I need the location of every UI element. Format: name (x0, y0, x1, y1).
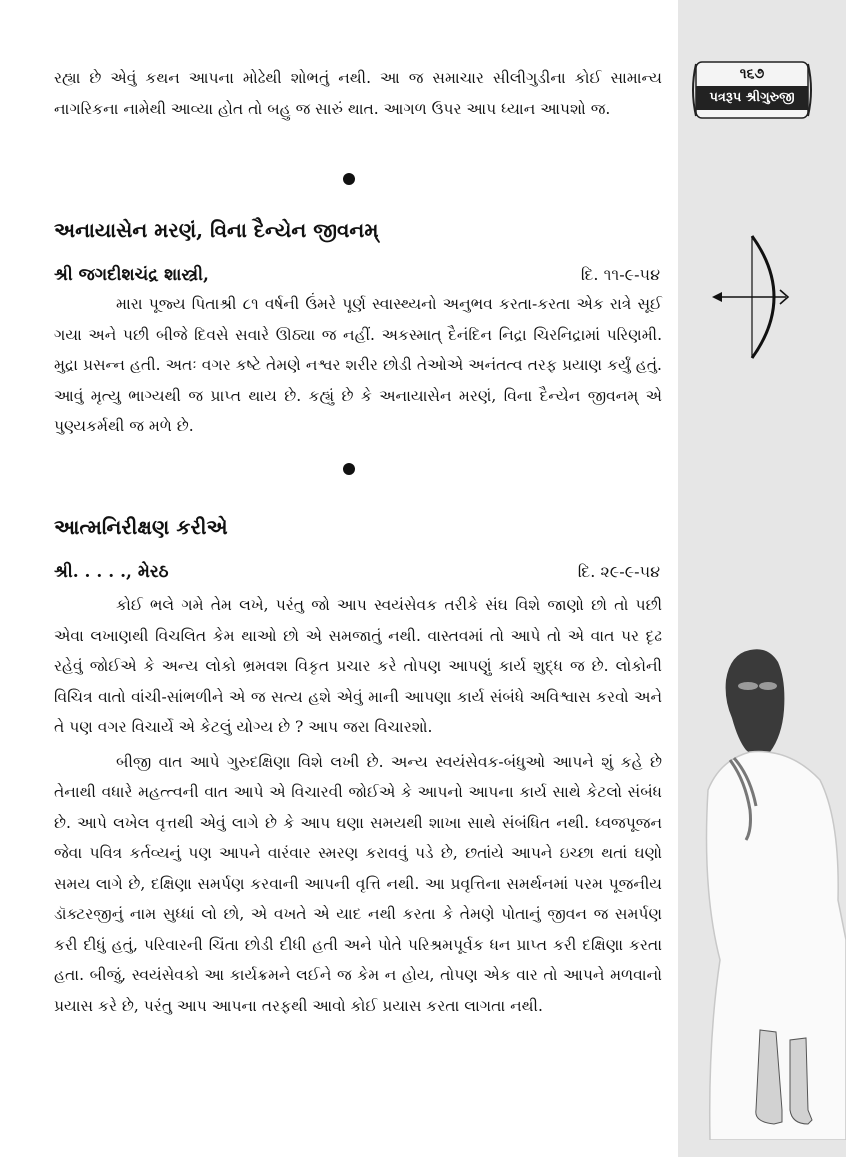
letter1-sender: શ્રી જગદીશચંદ્ર શાસ્ત્રી, (54, 265, 209, 285)
section-separator (343, 173, 355, 185)
letter1-body: મારા પૂજ્ય પિતાશ્રી ૮૧ વર્ષની ઉંમરે પૂર્ણ સ્વાસ્થ્યનો અનુભવ કરતા-કરતા એક રાત્રે સૂઈ ગયા અને પછી બીજે દિવસે સવારે ઊઠ્યા જ નહીં. અકસ્માત્ દૈનંદિન નિદ્રા ચિરનિદ્રામાં પરિણમી. મુદ્રા પ્રસન્ન હતી. અતઃ વગર કષ્ટે તેમણે નશ્વર શરીર છોડી તેઓએ અનંતત્વ તરફ પ્રયાણ કર્યું હતું. આવું મૃત્યુ ભાગ્યથી જ પ્રાપ્ત થાય છે. કહ્યું છે કે અનાયાસેન મરણં, વિના દૈન્યેન જીવનમ્ એ પુણ્યકર્મથી જ મળે છે. (54, 295, 662, 435)
letter2-heading: આત્મનિરીક્ષણ કરીએ (54, 515, 228, 539)
bow-and-arrow-decoration (712, 232, 792, 362)
letter2-sender: શ્રી. . . . ., મેરઠ (54, 562, 169, 582)
bow-and-arrow-icon (712, 232, 792, 362)
letter1-date: દિ. ૧૧-૯-૫૪ (580, 265, 660, 284)
page-number: ૧૬૭ (739, 66, 765, 82)
guruji-portrait-illustration (690, 640, 846, 1140)
letter2-body-block (54, 590, 662, 1021)
letter1-heading: અનાયાસેન મરણં, વિના દૈન્યેન જીવનમ્ (54, 218, 379, 242)
page-badge (690, 60, 814, 122)
letter2-paragraph-1: કોઈ ભલે ગમે તેમ લખે, પરંતુ જો આપ સ્વયંસેવક તરીકે સંઘ વિશે જાણો છો તો પછી એવા લખાણથી વિચલિત કેમ થાઓ છો એ સમજાતું નથી. વાસ્તવમાં તો આપે તો એ વાત પર દૃઢ રહેવું જોઈએ કે અન્ય લોકો ભ્રમવશ વિકૃત પ્રચાર કરે તોપણ આપણું કાર્ય શુદ્ધ જ છે. લોકોની વિચિત્ર વાતો વાંચી-સાંભળીને એ જ સત્ય હશે એવું માની આપણા કાર્ય સંબંધે અવિશ્વાસ કરવો અને તે પણ વગર વિચાર્યે એ કેટલું યોગ્ય છે ? આપ જરા વિચારશો. (54, 596, 662, 736)
section-separator (343, 463, 355, 475)
intro-block (54, 63, 662, 124)
letter2-date: દિ. ૨૯-૯-૫૪ (577, 562, 660, 581)
guruji-figure (690, 640, 846, 1140)
letter1-body-block (54, 289, 662, 442)
letter2-paragraph-2: બીજી વાત આપે ગુરુદક્ષિણા વિશે લખી છે. અન્ય સ્વયંસેવક-બંધુઓ આપને શું કહે છે તેનાથી વધારે મહત્ત્વની વાત આપે એ વિચારવી જોઈએ કે આપનો આપના કાર્ય સાથે કેટલો સંબંધ છે. આપે લખેલ વૃત્તથી એવું લાગે છે કે આપ ઘણા સમયથી શાખા સાથે સંબંધિત નથી. ધ્વજપૂજન જેવા પવિત્ર કર્તવ્યનું પણ આપને વારંવાર સ્મરણ કરાવવું પડે છે, છતાંયે આપને ઇચ્છા થતાં ઘણો સમય લાગે છે, દક્ષિણા સમર્પણ કરવાની આપની વૃત્તિ નથી. આ પ્રવૃત્તિના સમર્થનમાં પરમ પૂજનીય ડૉક્ટરજીનું નામ સુધ્ધાં લો છો, એ વખતે એ યાદ નથી કરતા કે તેમણે પોતાનું જીવન જ સમર્પણ કરી દીધું હતું, પરિવારની ચિંતા છોડી દીધી હતી અને પોતે પરિશ્રમપૂર્વક ધન પ્રાપ્ત કરી દક્ષિણા કરતા હતા. બીજું, સ્વયંસેવકો આ કાર્યક્રમને લઈને જ કેમ ન હોય, તોપણ એક વાર તો આપને મળવાનો પ્રયાસ કરે છે, પરંતુ આપ આપના તરફથી આવો કોઈ પ્રયાસ કરતા લાગતા નથી. (54, 752, 662, 1015)
intro-paragraph: રહ્યા છે એવું કથન આપના મોઢેથી શોભતું નથી. આ જ સમાચાર સીલીગુડીના કોઈ સામાન્ય નાગરિકના નામેથી આવ્યા હોત તો બહુ જ સારું થાત. આગળ ઉપર આપ ધ્યાન આપશો જ. (54, 69, 662, 118)
series-title: પત્રરૂપ શ્રીગુરુજી (709, 90, 795, 105)
